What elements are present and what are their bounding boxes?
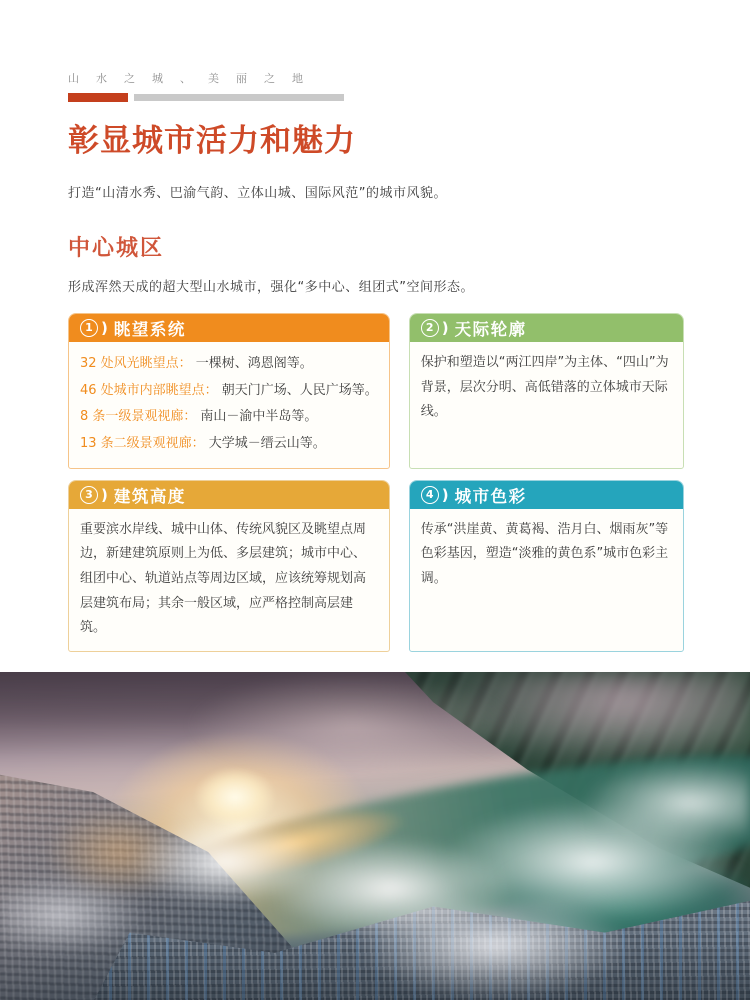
card-number-badge: 1 xyxy=(80,319,98,337)
card-building-height-header xyxy=(69,481,389,509)
card-city-color xyxy=(409,480,684,652)
section-desc-central-city: 形成浑然天成的超大型山水城市，强化“多中心、组团式”空间形态。 xyxy=(68,280,474,295)
aerial-city-photo xyxy=(0,672,750,1000)
card-skyline-body: 保护和塑造以“两江四岸”为主体、“四山”为背景，层次分明、高低错落的立体城市天际线。 xyxy=(420,355,669,420)
divider-red-segment xyxy=(68,93,128,102)
vista-stat-text: 一棵树、鸿恩阁等。 xyxy=(195,356,313,371)
page-title: 彰显城市活力和魅力 xyxy=(68,123,356,159)
card-title: 城市色彩 xyxy=(454,486,527,506)
feature-card-grid xyxy=(68,313,684,652)
card-number-paren: ) xyxy=(441,485,449,504)
card-city-color-header xyxy=(410,481,683,509)
vista-stat-text: 大学城－缙云山等。 xyxy=(208,435,326,451)
card-number-badge: 3 xyxy=(80,486,98,504)
card-skyline-header xyxy=(410,314,683,342)
card-number-paren: ) xyxy=(441,319,449,337)
title-divider xyxy=(68,93,684,102)
card-viewing-system-body xyxy=(69,342,389,468)
vista-stat-text: 南山－渝中半岛等。 xyxy=(200,409,318,425)
vista-stat-label: 46 处城市内部眺望点： xyxy=(80,382,218,398)
card-viewing-system xyxy=(68,313,390,469)
vista-stat-text: 朝天门广场、人民广场等。 xyxy=(221,382,378,398)
card-viewing-system-header xyxy=(69,314,389,342)
card-title: 眺望系统 xyxy=(113,320,186,339)
card-number-paren: ) xyxy=(101,319,108,337)
card-city-color-body: 传承“洪崖黄、黄葛褐、浩月白、烟雨灰”等色彩基因，塑造“淡雅的黄色系”城市色彩主调。 xyxy=(420,521,669,586)
card-number-paren: ) xyxy=(101,485,108,504)
divider-gray-segment xyxy=(134,94,344,101)
section-heading-central-city: 中心城区 xyxy=(68,236,165,261)
card-title: 天际轮廓 xyxy=(454,320,527,339)
card-building-height xyxy=(68,480,390,652)
vista-stat-row xyxy=(80,378,378,405)
card-number-badge: 4 xyxy=(421,486,439,504)
card-number-badge: 2 xyxy=(421,319,439,337)
eyebrow-tagline: 山水之城、美丽之地 xyxy=(68,72,320,85)
vista-stat-row xyxy=(80,431,378,458)
card-building-height-body: 重要滨水岸线、城中山体、传统风貌区及眺望点周边，新建建筑原则上为低、多层建筑；城市中心、组团中心、轨道站点等周边区域，应该统筹规划高层建筑布局；其余一般区域，应严格控制高层建筑。 xyxy=(80,521,367,636)
vista-stat-label: 8 条一级景观视廊： xyxy=(80,409,197,425)
intro-text: 打造“山清水秀、巴渝气韵、立体山城、国际风范”的城市风貌。 xyxy=(68,186,447,201)
card-skyline xyxy=(409,313,684,469)
vista-stat-label: 32 处风光眺望点： xyxy=(80,356,192,371)
vista-stat-label: 13 条二级景观视廊： xyxy=(80,435,205,451)
vista-stat-row xyxy=(80,351,378,378)
photo-vignette xyxy=(0,672,750,1000)
card-title: 建筑高度 xyxy=(113,486,186,506)
vista-stat-row xyxy=(80,404,378,431)
